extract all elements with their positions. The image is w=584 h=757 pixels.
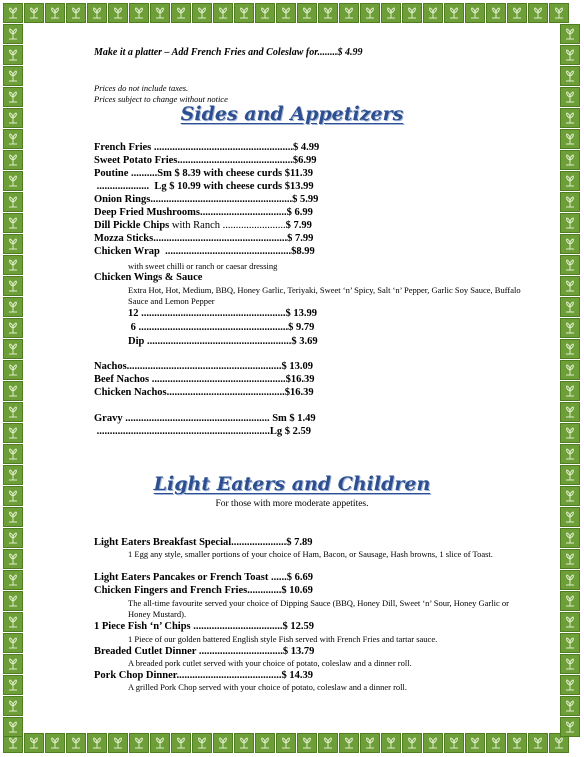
tax-note: Prices do not include taxes. (94, 83, 189, 93)
border-tile (24, 733, 44, 753)
border-tile (486, 733, 506, 753)
border-tile (150, 3, 170, 23)
menu-item-wings-6: 6 .........................................................$ 9.79 (128, 322, 315, 333)
pork-chop-description: A grilled Pork Chop served with your choice of potato, coleslaw and a dinner roll. (128, 682, 408, 692)
price-change-note: Prices subject to change without notice (94, 94, 228, 104)
border-tile (560, 297, 580, 317)
border-tile (129, 733, 149, 753)
border-tile (560, 129, 580, 149)
border-tile (192, 733, 212, 753)
border-tile (360, 733, 380, 753)
border-tile (192, 3, 212, 23)
border-tile (560, 318, 580, 338)
border-tile (3, 45, 23, 65)
border-tile (87, 733, 107, 753)
border-tile (560, 171, 580, 191)
border-tile (560, 45, 580, 65)
menu-item-sweet-potato-fries: Sweet Potato Fries............................................$6.99 (94, 155, 317, 166)
border-tile (3, 633, 23, 653)
border-tile (297, 3, 317, 23)
menu-item-pork-chop: Pork Chop Dinner........................................$ 14.39 (94, 670, 313, 681)
menu-item-poutine-large: .................... Lg $ 10.99 with cheese curds $13.99 (94, 181, 314, 192)
light-eaters-section-title: Light Eaters and Children (153, 473, 431, 495)
border-tile (528, 3, 548, 23)
border-tile (560, 150, 580, 170)
border-tile (381, 3, 401, 23)
border-tile (3, 507, 23, 527)
border-tile (87, 3, 107, 23)
border-tile (444, 733, 464, 753)
border-tile (276, 3, 296, 23)
border-tile (3, 696, 23, 716)
fish-description: 1 Piece of our golden battered English style Fish served with French Fries and tartar sauce. (128, 634, 438, 644)
border-tile (560, 570, 580, 590)
border-tile (507, 3, 527, 23)
border-tile (171, 733, 191, 753)
menu-item-onion-rings: Onion Rings......................................................$ 5.99 (94, 194, 319, 205)
border-tile (3, 570, 23, 590)
border-tile (3, 717, 23, 737)
border-tile (360, 3, 380, 23)
border-tile (3, 381, 23, 401)
border-tile (402, 3, 422, 23)
border-tile (560, 24, 580, 44)
border-tile (318, 3, 338, 23)
border-tile (3, 66, 23, 86)
border-tile (318, 733, 338, 753)
border-tile (45, 3, 65, 23)
sides-section-title: Sides and Appetizers (180, 103, 404, 125)
border-tile (444, 3, 464, 23)
border-tile (3, 318, 23, 338)
border-tile (560, 339, 580, 359)
menu-item-beef-nachos: Beef Nachos ...................................................$16.39 (94, 374, 315, 385)
border-tile (297, 733, 317, 753)
border-tile (3, 129, 23, 149)
border-tile (339, 733, 359, 753)
border-tile (560, 381, 580, 401)
chicken-fingers-description: The all-time favourite served your choice of Dipping Sauce (BBQ, Honey Dill, Sweet ‘n’ Sour, Honey Garlic or Honey Mustard). (128, 598, 509, 619)
menu-item-pancakes: Light Eaters Pancakes or French Toast ......$ 6.69 (94, 572, 313, 583)
border-tile (560, 528, 580, 548)
border-tile (560, 612, 580, 632)
border-tile (213, 3, 233, 23)
border-tile (339, 3, 359, 23)
border-tile (66, 3, 86, 23)
border-tile (423, 733, 443, 753)
menu-item-dip: Dip .......................................................$ 3.69 (128, 336, 318, 347)
border-tile (560, 234, 580, 254)
menu-item-chicken-nachos: Chicken Nachos.............................................$16.39 (94, 387, 314, 398)
border-tile (381, 733, 401, 753)
border-tile (150, 733, 170, 753)
breakfast-description: 1 Egg any style, smaller portions of your choice of Ham, Bacon, or Sausage, Hash browns, 1 slice of Toast. (128, 549, 493, 559)
border-tile (129, 3, 149, 23)
border-tile (3, 192, 23, 212)
menu-item-dill-pickle-chips (94, 219, 312, 232)
menu-item-breakfast-special: Light Eaters Breakfast Special.....................$ 7.89 (94, 537, 313, 548)
light-eaters-subtitle: For those with more moderate appetites. (215, 499, 369, 509)
menu-item-mozza-sticks: Mozza Sticks...................................................$ 7.99 (94, 233, 314, 244)
border-tile (3, 234, 23, 254)
border-tile (3, 402, 23, 422)
menu-item-chicken-wrap: Chicken Wrap ................................................$8.99 (94, 246, 315, 257)
dill-rest: with Ranch ........................ (171, 220, 286, 231)
border-tile (3, 444, 23, 464)
border-tile (402, 733, 422, 753)
chicken-wrap-description: with sweet chilli or ranch or caesar dressing (128, 261, 278, 271)
border-tile (3, 276, 23, 296)
border-tile (3, 360, 23, 380)
border-tile (213, 733, 233, 753)
border-tile (560, 360, 580, 380)
border-tile (560, 696, 580, 716)
border-tile (171, 3, 191, 23)
border-tile (3, 423, 23, 443)
dill-name: Dill Pickle Chips (94, 220, 172, 231)
dill-price: $ 7.99 (285, 220, 312, 231)
border-tile (3, 675, 23, 695)
border-tile (3, 150, 23, 170)
border-tile (3, 654, 23, 674)
border-tile (507, 733, 527, 753)
border-tile (560, 192, 580, 212)
border-tile (560, 591, 580, 611)
border-tile (560, 654, 580, 674)
menu-item-wings-12: 12 .......................................................$ 13.99 (128, 308, 317, 319)
border-tile (560, 276, 580, 296)
border-tile (549, 3, 569, 23)
border-tile (3, 24, 23, 44)
border-tile (3, 612, 23, 632)
border-tile (108, 3, 128, 23)
menu-item-nachos: Nachos...........................................................$ 13.09 (94, 361, 314, 372)
border-tile (24, 3, 44, 23)
border-tile (3, 213, 23, 233)
border-tile (108, 733, 128, 753)
border-tile (3, 171, 23, 191)
border-tile (560, 444, 580, 464)
border-tile (45, 733, 65, 753)
wings-sauce-description: Extra Hot, Hot, Medium, BBQ, Honey Garlic, Teriyaki, Sweet ‘n’ Spicy, Salt ‘n’ Pepper, Garlic Soy Sauce, Buffalo Sauce and Lemon Pepper (128, 285, 521, 306)
border-tile (255, 3, 275, 23)
border-tile (528, 733, 548, 753)
border-tile (3, 528, 23, 548)
border-tile (3, 3, 23, 23)
menu-item-breaded-cutlet: Breaded Cutlet Dinner ................................$ 13.79 (94, 646, 315, 657)
menu-item-poutine-small: Poutine ..........Sm $ 8.39 with cheese curds $11.39 (94, 168, 314, 179)
border-tile (486, 3, 506, 23)
border-tile (465, 733, 485, 753)
menu-item-gravy-large: ..................................................................Lg $ 2.59 (94, 426, 312, 437)
menu-item-chicken-fingers: Chicken Fingers and French Fries.............$ 10.69 (94, 585, 313, 596)
menu-item-french-fries: French Fries .....................................................$ 4.99 (94, 142, 320, 153)
border-tile (3, 297, 23, 317)
border-tile (560, 213, 580, 233)
border-tile (560, 66, 580, 86)
border-tile (560, 717, 580, 737)
border-tile (234, 3, 254, 23)
menu-item-gravy-small: Gravy ....................................................... Sm $ 1.49 (94, 413, 316, 424)
border-tile (276, 733, 296, 753)
border-tile (3, 255, 23, 275)
menu-item-fish-and-chips: 1 Piece Fish ‘n’ Chips ..................................$ 12.59 (94, 621, 315, 632)
border-tile (560, 507, 580, 527)
border-tile (3, 591, 23, 611)
border-tile (255, 733, 275, 753)
border-tile (560, 423, 580, 443)
border-tile (3, 339, 23, 359)
border-tile (423, 3, 443, 23)
border-tile (234, 733, 254, 753)
border-tile (465, 3, 485, 23)
border-tile (560, 255, 580, 275)
platter-offer: Make it a platter – Add French Fries and Coleslaw for........$ 4.99 (94, 47, 363, 58)
border-tile (3, 549, 23, 569)
border-tile (560, 549, 580, 569)
menu-item-chicken-wings: Chicken Wings & Sauce (94, 272, 203, 283)
menu-item-mushrooms: Deep Fried Mushrooms.................................$ 6.99 (94, 207, 313, 218)
border-tile (560, 402, 580, 422)
border-tile (560, 633, 580, 653)
border-tile (66, 733, 86, 753)
cutlet-description: A breaded pork cutlet served with your choice of potato, coleslaw and a dinner roll. (128, 658, 412, 668)
border-tile (560, 675, 580, 695)
